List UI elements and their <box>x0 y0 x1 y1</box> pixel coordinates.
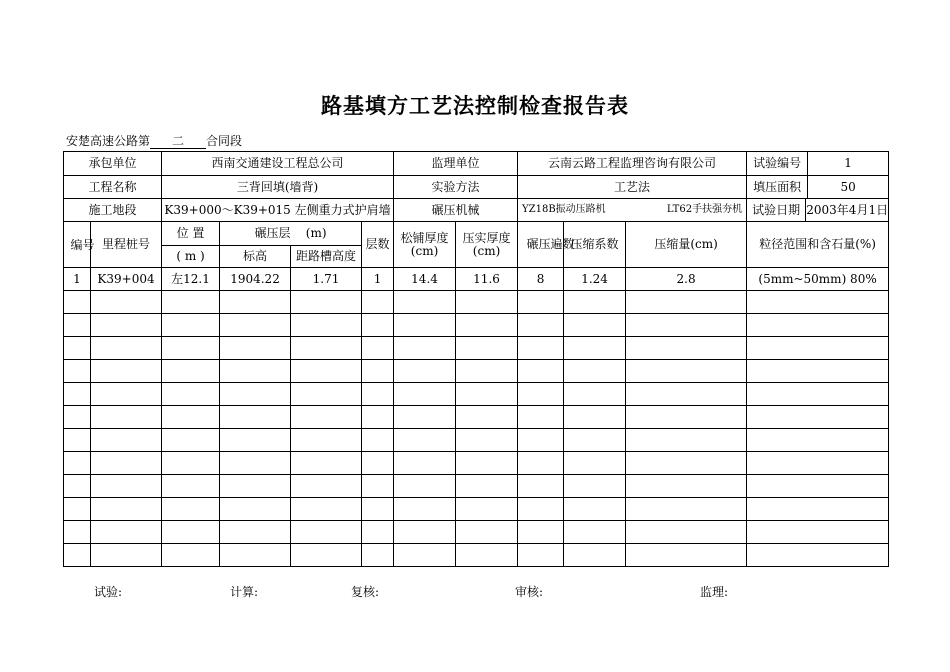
cell-grain: (5mm~50mm) 80% <box>747 268 889 291</box>
empty-cell <box>162 498 220 521</box>
area-label: 填压面积 <box>747 176 808 198</box>
empty-cell <box>518 452 564 475</box>
empty-cell <box>162 383 220 406</box>
empty-cell <box>456 429 518 452</box>
col-layers-header: 层数 <box>362 222 394 268</box>
empty-cell <box>291 521 362 544</box>
empty-cell <box>291 291 362 314</box>
empty-table-row <box>64 383 889 406</box>
empty-cell <box>362 406 394 429</box>
empty-cell <box>456 521 518 544</box>
cell-amount: 2.8 <box>626 268 747 291</box>
empty-table-row <box>64 475 889 498</box>
empty-cell <box>64 360 91 383</box>
data-rows <box>64 268 889 567</box>
empty-cell <box>64 521 91 544</box>
date-cell <box>747 199 889 222</box>
empty-cell <box>394 337 456 360</box>
empty-cell <box>626 406 747 429</box>
empty-cell <box>64 383 91 406</box>
report-title: 路基填方工艺法控制检查报告表 <box>321 93 629 118</box>
empty-cell <box>394 429 456 452</box>
empty-table-row <box>64 291 889 314</box>
section-number: 二 <box>150 134 206 149</box>
cell-station: K39+004 <box>91 268 162 291</box>
empty-table-row <box>64 498 889 521</box>
empty-table-row <box>64 521 889 544</box>
info-row-1 <box>64 152 889 176</box>
empty-cell <box>394 291 456 314</box>
empty-cell <box>747 406 889 429</box>
section-prefix: 安楚高速公路第 <box>66 134 151 148</box>
empty-cell <box>291 544 362 567</box>
empty-cell <box>626 475 747 498</box>
empty-cell <box>518 475 564 498</box>
empty-cell <box>162 314 220 337</box>
empty-cell <box>626 429 747 452</box>
col-passes-header: 碾压遍数 <box>518 222 564 268</box>
empty-cell <box>456 544 518 567</box>
empty-cell <box>64 291 91 314</box>
col-station-header: 里程桩号 <box>91 222 162 268</box>
method-value: 工艺法 <box>518 176 747 199</box>
cell-coef: 1.24 <box>564 268 626 291</box>
empty-cell <box>220 452 291 475</box>
empty-cell <box>162 360 220 383</box>
empty-cell <box>518 544 564 567</box>
area-value: 50 <box>840 180 856 194</box>
supervisor-label: 监理单位 <box>394 152 518 176</box>
machine-value <box>518 199 747 222</box>
empty-cell <box>518 498 564 521</box>
empty-cell <box>362 521 394 544</box>
empty-cell <box>220 475 291 498</box>
empty-cell <box>220 521 291 544</box>
date-label: 试验日期 <box>747 199 806 221</box>
empty-cell <box>91 521 162 544</box>
empty-cell <box>162 337 220 360</box>
empty-cell <box>626 498 747 521</box>
empty-cell <box>220 429 291 452</box>
project-label: 工程名称 <box>64 176 162 199</box>
empty-cell <box>91 314 162 337</box>
empty-cell <box>291 429 362 452</box>
info-row-2 <box>64 176 889 199</box>
empty-cell <box>747 498 889 521</box>
empty-cell <box>162 429 220 452</box>
empty-cell <box>162 291 220 314</box>
column-header-row-1 <box>64 222 889 246</box>
empty-cell <box>394 475 456 498</box>
contract-section-line <box>66 132 242 149</box>
empty-table-row <box>64 544 889 567</box>
empty-cell <box>64 429 91 452</box>
empty-cell <box>518 429 564 452</box>
empty-cell <box>747 452 889 475</box>
empty-cell <box>291 475 362 498</box>
empty-cell <box>162 521 220 544</box>
empty-cell <box>220 314 291 337</box>
empty-cell <box>394 452 456 475</box>
section-suffix: 合同段 <box>206 134 243 148</box>
cell-loose: 14.4 <box>394 268 456 291</box>
empty-cell <box>564 360 626 383</box>
empty-cell <box>564 475 626 498</box>
empty-cell <box>291 452 362 475</box>
empty-table-row <box>64 360 889 383</box>
empty-cell <box>747 521 889 544</box>
cell-passes: 8 <box>518 268 564 291</box>
info-row-3 <box>64 199 889 222</box>
empty-cell <box>518 521 564 544</box>
date-value: 2003年4月1日 <box>806 203 889 217</box>
empty-cell <box>362 498 394 521</box>
machine-label: 碾压机械 <box>394 199 518 222</box>
empty-cell <box>291 337 362 360</box>
empty-cell <box>518 406 564 429</box>
report-table <box>63 151 889 567</box>
layer-unit: (m) <box>305 226 327 240</box>
empty-cell <box>91 475 162 498</box>
empty-cell <box>394 314 456 337</box>
empty-cell <box>394 383 456 406</box>
empty-cell <box>362 452 394 475</box>
empty-cell <box>91 452 162 475</box>
empty-table-row <box>64 429 889 452</box>
empty-cell <box>291 314 362 337</box>
empty-cell <box>162 544 220 567</box>
empty-cell <box>220 360 291 383</box>
empty-cell <box>564 383 626 406</box>
cell-no: 1 <box>64 268 91 291</box>
col-position-unit: ( m ) <box>162 246 220 268</box>
empty-cell <box>162 475 220 498</box>
project-value: 三背回填(墙背) <box>162 176 394 199</box>
empty-cell <box>518 337 564 360</box>
empty-cell <box>394 498 456 521</box>
empty-cell <box>291 360 362 383</box>
empty-cell <box>394 406 456 429</box>
empty-cell <box>626 521 747 544</box>
empty-cell <box>91 360 162 383</box>
empty-cell <box>91 406 162 429</box>
empty-cell <box>291 406 362 429</box>
empty-cell <box>91 383 162 406</box>
empty-cell <box>220 337 291 360</box>
empty-table-row <box>64 314 889 337</box>
empty-cell <box>747 429 889 452</box>
empty-cell <box>564 498 626 521</box>
empty-cell <box>518 291 564 314</box>
area-cell <box>747 176 889 199</box>
empty-cell <box>456 452 518 475</box>
empty-cell <box>64 452 91 475</box>
empty-cell <box>64 544 91 567</box>
layer-label: 碾压层 <box>254 226 291 240</box>
col-elevation-header: 标高 <box>220 246 291 268</box>
empty-cell <box>291 498 362 521</box>
empty-cell <box>456 291 518 314</box>
empty-cell <box>626 383 747 406</box>
empty-cell <box>456 498 518 521</box>
empty-cell <box>456 360 518 383</box>
empty-cell <box>564 406 626 429</box>
cell-compact: 11.6 <box>456 268 518 291</box>
col-coef-header: 压缩系数 <box>564 222 626 268</box>
cell-distance: 1.71 <box>291 268 362 291</box>
empty-cell <box>362 360 394 383</box>
empty-cell <box>91 544 162 567</box>
method-label: 实验方法 <box>394 176 518 199</box>
empty-cell <box>64 337 91 360</box>
empty-cell <box>91 498 162 521</box>
empty-cell <box>564 291 626 314</box>
footer-supervise: 监理: <box>700 585 729 599</box>
empty-cell <box>291 383 362 406</box>
empty-cell <box>220 406 291 429</box>
empty-cell <box>564 337 626 360</box>
empty-cell <box>456 337 518 360</box>
test-number-cell <box>747 152 889 176</box>
col-grain-header: 粒径范围和含石量(%) <box>747 222 889 268</box>
empty-cell <box>394 360 456 383</box>
empty-cell <box>747 291 889 314</box>
empty-cell <box>518 314 564 337</box>
empty-cell <box>362 383 394 406</box>
test-number-label: 试验编号 <box>747 152 808 175</box>
footer-calc: 计算: <box>230 585 259 599</box>
col-number-header: 编号 <box>64 222 91 268</box>
footer-review: 复核: <box>351 585 380 599</box>
empty-cell <box>220 498 291 521</box>
empty-cell <box>394 521 456 544</box>
empty-cell <box>64 498 91 521</box>
location-value: K39+000～K39+015 左侧重力式护肩墙 <box>162 199 394 222</box>
empty-cell <box>220 544 291 567</box>
empty-cell <box>91 429 162 452</box>
empty-cell <box>747 475 889 498</box>
empty-table-row <box>64 406 889 429</box>
cell-position: 左12.1 <box>162 268 220 291</box>
empty-cell <box>456 314 518 337</box>
empty-table-row <box>64 337 889 360</box>
supervisor-value: 云南云路工程监理咨询有限公司 <box>518 152 747 176</box>
contractor-label: 承包单位 <box>64 152 162 176</box>
empty-cell <box>362 475 394 498</box>
empty-cell <box>91 291 162 314</box>
empty-table-row <box>64 452 889 475</box>
empty-cell <box>564 452 626 475</box>
empty-cell <box>626 452 747 475</box>
empty-cell <box>456 406 518 429</box>
machine-roller: YZ18B振动压路机 <box>522 204 606 215</box>
location-label: 施工地段 <box>64 199 162 222</box>
empty-cell <box>626 544 747 567</box>
empty-cell <box>91 337 162 360</box>
empty-cell <box>362 429 394 452</box>
empty-cell <box>747 544 889 567</box>
empty-cell <box>564 429 626 452</box>
col-compact-header: 压实厚度 (cm) <box>456 222 518 268</box>
empty-cell <box>518 383 564 406</box>
empty-cell <box>747 383 889 406</box>
machine-compactor: LT62手扶强夯机 <box>666 204 743 215</box>
empty-cell <box>747 337 889 360</box>
empty-cell <box>564 314 626 337</box>
empty-cell <box>362 544 394 567</box>
empty-cell <box>747 360 889 383</box>
test-number-value: 1 <box>844 156 852 170</box>
empty-cell <box>518 360 564 383</box>
contractor-value: 西南交通建设工程总公司 <box>162 152 394 176</box>
empty-cell <box>362 291 394 314</box>
col-position-header: 位 置 <box>162 222 220 246</box>
empty-cell <box>220 291 291 314</box>
empty-cell <box>64 406 91 429</box>
empty-cell <box>394 544 456 567</box>
col-amount-header: 压缩量(cm) <box>626 222 747 268</box>
col-loose-header: 松铺厚度 (cm) <box>394 222 456 268</box>
empty-cell <box>362 337 394 360</box>
empty-cell <box>362 314 394 337</box>
col-distance-header: 距路槽高度 <box>291 246 362 268</box>
empty-cell <box>64 314 91 337</box>
empty-cell <box>456 383 518 406</box>
empty-cell <box>626 314 747 337</box>
empty-cell <box>564 521 626 544</box>
empty-cell <box>162 406 220 429</box>
table-row <box>64 268 889 291</box>
empty-cell <box>564 544 626 567</box>
empty-cell <box>220 383 291 406</box>
empty-cell <box>456 475 518 498</box>
empty-cell <box>747 314 889 337</box>
footer-audit: 审核: <box>515 585 544 599</box>
empty-cell <box>162 452 220 475</box>
cell-elevation: 1904.22 <box>220 268 291 291</box>
footer-test: 试验: <box>94 585 123 599</box>
empty-cell <box>626 337 747 360</box>
col-layer-header <box>220 222 362 246</box>
empty-cell <box>626 291 747 314</box>
cell-layers: 1 <box>362 268 394 291</box>
empty-cell <box>64 475 91 498</box>
empty-cell <box>626 360 747 383</box>
